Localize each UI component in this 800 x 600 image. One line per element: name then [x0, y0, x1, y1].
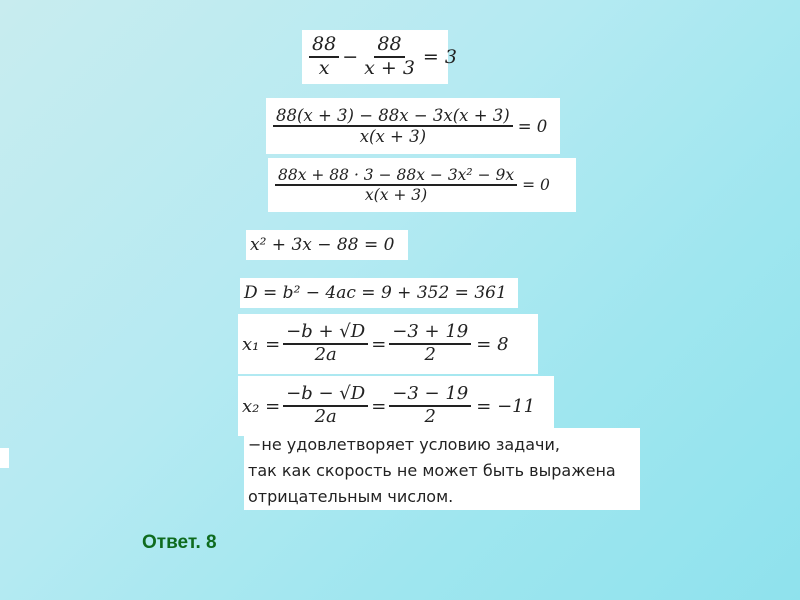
fraction [283, 385, 368, 427]
edge-marker [0, 448, 9, 468]
numerator: −b − √D [283, 385, 368, 407]
fraction [389, 385, 471, 427]
numerator: 88(x + 3) − 88x − 3x(x + 3) [273, 107, 513, 127]
denominator: x [318, 57, 330, 79]
explanation-note [244, 428, 640, 510]
fraction [275, 167, 517, 204]
numerator: 88x + 88 · 3 − 88x − 3x² − 9x [275, 167, 517, 186]
denominator: x(x + 3) [359, 127, 427, 146]
fraction [309, 35, 339, 79]
right-hand-side: = 0 [517, 116, 548, 136]
equation-6 [238, 314, 538, 374]
denominator: 2a [314, 406, 337, 427]
root-1-label: x₁ = [242, 333, 281, 355]
fraction [273, 107, 513, 146]
equals-sign: = [371, 333, 387, 355]
denominator: 2 [424, 344, 436, 365]
root-2-value: = −11 [476, 395, 536, 417]
equation-2 [266, 98, 560, 154]
right-hand-side: = 3 [422, 46, 457, 68]
equals-sign: = [371, 395, 387, 417]
denominator: x + 3 [364, 57, 415, 79]
fraction [389, 323, 471, 365]
denominator: 2 [424, 406, 436, 427]
quadratic-equation: x² + 3x − 88 = 0 [250, 235, 395, 255]
minus-sign: − [342, 46, 359, 68]
answer-text: Ответ. 8 [142, 532, 217, 553]
note-line-2: так как скорость не может быть выражена [248, 461, 616, 480]
denominator: x(x + 3) [364, 186, 428, 204]
equation-3 [268, 158, 576, 212]
note-line-1: −не удовлетворяет условию задачи, [248, 435, 560, 454]
equation-1 [302, 30, 457, 84]
fraction [283, 323, 368, 365]
numerator: 88 [309, 35, 339, 58]
equation-5 [240, 278, 518, 308]
discriminant: D = b² − 4ac = 9 + 352 = 361 [244, 283, 507, 303]
equation-7 [238, 376, 554, 436]
note-line-3: отрицательным числом. [248, 487, 454, 506]
root-2-label: x₂ = [242, 395, 281, 417]
numerator: −3 + 19 [389, 323, 471, 345]
numerator: −3 − 19 [389, 385, 471, 407]
numerator: 88 [374, 35, 404, 58]
denominator: 2a [314, 344, 337, 365]
equation-4 [246, 230, 408, 260]
numerator: −b + √D [283, 323, 368, 345]
right-hand-side: = 0 [522, 176, 550, 194]
root-1-value: = 8 [476, 333, 509, 355]
fraction [361, 35, 418, 79]
